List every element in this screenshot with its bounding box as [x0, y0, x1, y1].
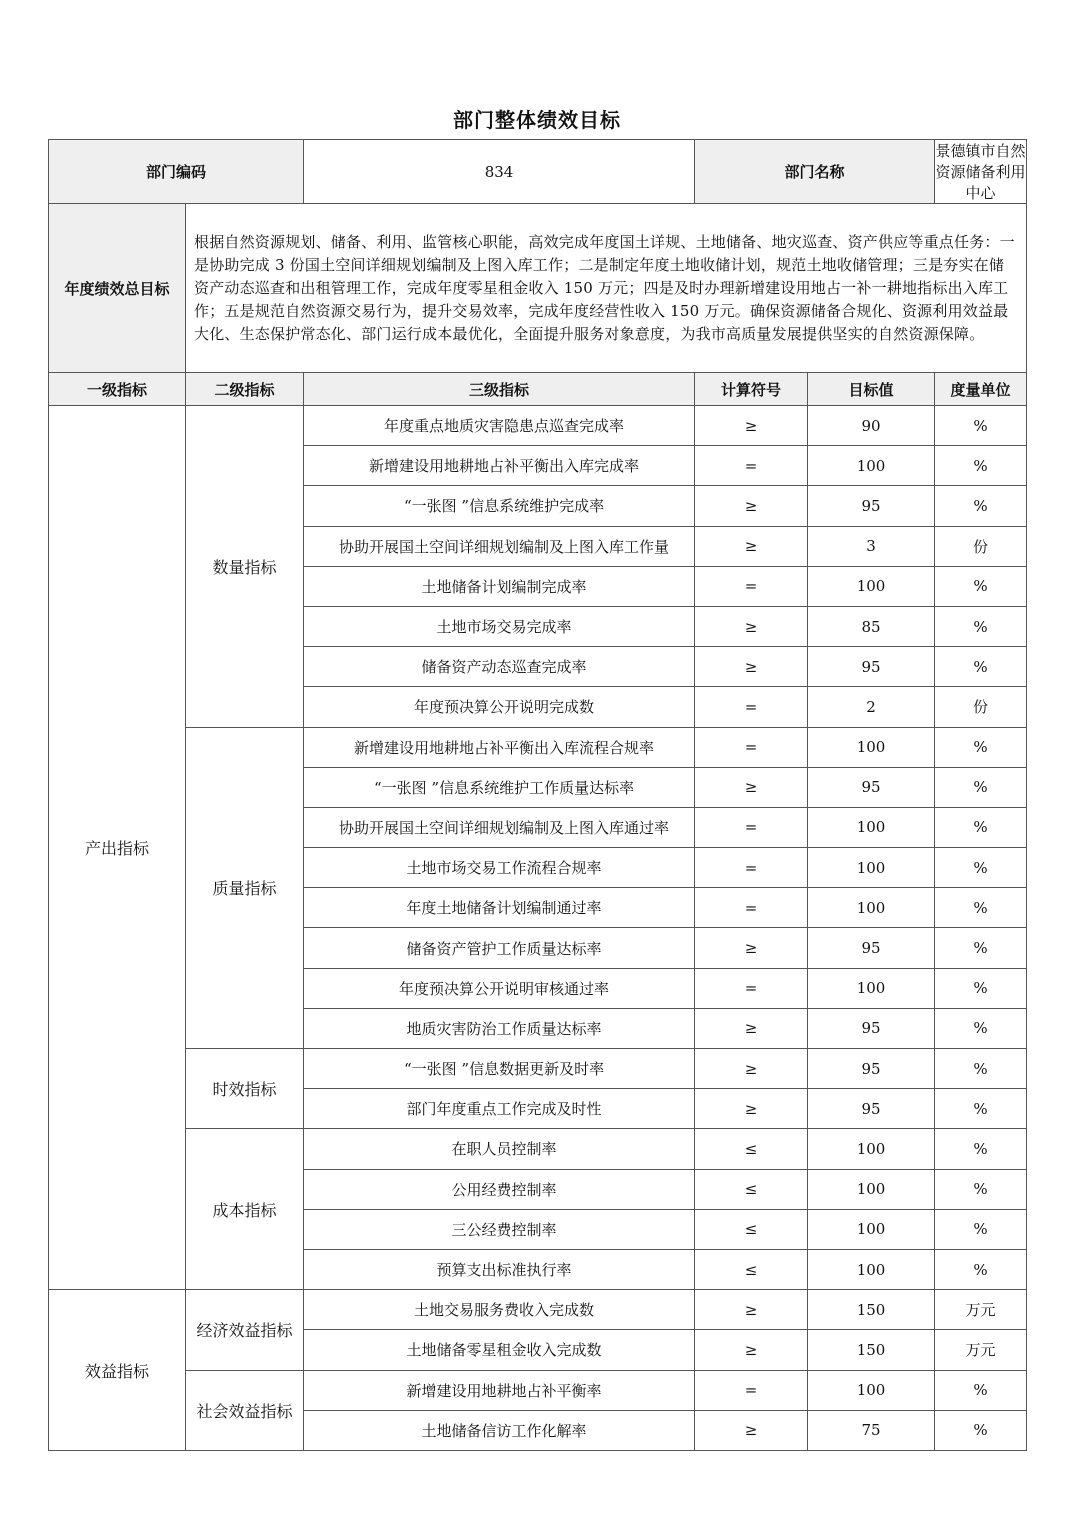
measure-unit: % [935, 1249, 1027, 1289]
level3-indicator: 协助开展国土空间详细规划编制及上图入库工作量 [304, 526, 695, 566]
calc-symbol: = [695, 446, 808, 486]
measure-unit: % [935, 606, 1027, 646]
indicator-row [49, 727, 1027, 767]
calc-symbol: = [695, 727, 808, 767]
level3-indicator: 土地储备计划编制完成率 [304, 566, 695, 606]
dept-code-label: 部门编码 [49, 140, 304, 204]
indicator-row [49, 1049, 1027, 1089]
column-header-row [49, 373, 1027, 406]
calc-symbol: = [695, 807, 808, 847]
col-unit: 度量单位 [935, 373, 1027, 406]
level2-indicator: 时效指标 [186, 1049, 304, 1129]
calc-symbol: ≥ [695, 1008, 808, 1048]
measure-unit: % [935, 968, 1027, 1008]
target-value: 3 [808, 526, 935, 566]
target-value: 95 [808, 486, 935, 526]
level3-indicator: 部门年度重点工作完成及时性 [304, 1089, 695, 1129]
level3-indicator: “一张图 ”信息系统维护完成率 [304, 486, 695, 526]
measure-unit: % [935, 1410, 1027, 1450]
calc-symbol: ≥ [695, 406, 808, 446]
col-level3: 三级指标 [304, 373, 695, 406]
level3-indicator: 储备资产管护工作质量达标率 [304, 928, 695, 968]
measure-unit: % [935, 1089, 1027, 1129]
calc-symbol: ≥ [695, 486, 808, 526]
performance-table [48, 139, 1027, 1451]
measure-unit: 万元 [935, 1330, 1027, 1370]
col-level1: 一级指标 [49, 373, 186, 406]
measure-unit: % [935, 807, 1027, 847]
calc-symbol: ≥ [695, 1049, 808, 1089]
level3-indicator: “一张图 ”信息系统维护工作质量达标率 [304, 767, 695, 807]
measure-unit: % [935, 647, 1027, 687]
measure-unit: % [935, 446, 1027, 486]
dept-name-label: 部门名称 [695, 140, 935, 204]
level3-indicator: 预算支出标准执行率 [304, 1249, 695, 1289]
level3-indicator: 土地储备信访工作化解率 [304, 1410, 695, 1450]
calc-symbol: ≥ [695, 526, 808, 566]
target-value: 95 [808, 767, 935, 807]
measure-unit: % [935, 1370, 1027, 1410]
calc-symbol: = [695, 888, 808, 928]
measure-unit: % [935, 1008, 1027, 1048]
target-value: 100 [808, 968, 935, 1008]
measure-unit: % [935, 1049, 1027, 1089]
measure-unit: % [935, 727, 1027, 767]
level3-indicator: 新增建设用地耕地占补平衡出入库流程合规率 [304, 727, 695, 767]
col-symbol: 计算符号 [695, 373, 808, 406]
calc-symbol: = [695, 1370, 808, 1410]
target-value: 100 [808, 807, 935, 847]
calc-symbol: ≥ [695, 606, 808, 646]
measure-unit: % [935, 928, 1027, 968]
measure-unit: % [935, 1169, 1027, 1209]
measure-unit: 万元 [935, 1290, 1027, 1330]
level3-indicator: 土地交易服务费收入完成数 [304, 1290, 695, 1330]
measure-unit: % [935, 1129, 1027, 1169]
target-value: 100 [808, 446, 935, 486]
header-row [49, 140, 1027, 204]
measure-unit: % [935, 767, 1027, 807]
level1-indicator: 产出指标 [49, 406, 186, 1290]
level3-indicator: 三公经费控制率 [304, 1209, 695, 1249]
target-value: 100 [808, 888, 935, 928]
summary-row [49, 204, 1027, 373]
summary-text: 根据自然资源规划、储备、利用、监管核心职能，高效完成年度国土详规、土地储备、地灾巡查、资产供应等重点任务：一是协助完成 3 份国土空间详细规划编制及上图入库工作；二是制定年度土地收储计划，规范土地收储管理；三是夯实在储资产动态巡查和出租管理工作，完成年度零星租金收入 150 万元；四是及时办理新增建设用地占一补一耕地指标出入库工作；五是规范自然资源交易行为，提升交易效率，完成年度经营性收入 150 万元。确保资源储备合规化、资源利用效益最大化、生态保护常态化、部门运行成本最优化，全面提升服务对象意度，为我市高质量发展提供坚实的自然资源保障。 [186, 204, 1027, 373]
calc-symbol: = [695, 687, 808, 727]
target-value: 95 [808, 1089, 935, 1129]
target-value: 95 [808, 647, 935, 687]
target-value: 100 [808, 1169, 935, 1209]
calc-symbol: ≥ [695, 1089, 808, 1129]
calc-symbol: ≥ [695, 767, 808, 807]
measure-unit: % [935, 486, 1027, 526]
target-value: 150 [808, 1330, 935, 1370]
level2-indicator: 数量指标 [186, 406, 304, 728]
target-value: 100 [808, 848, 935, 888]
target-value: 100 [808, 1129, 935, 1169]
indicator-row [49, 1290, 1027, 1330]
target-value: 100 [808, 1209, 935, 1249]
level2-indicator: 经济效益指标 [186, 1290, 304, 1370]
calc-symbol: ≤ [695, 1209, 808, 1249]
calc-symbol: ≥ [695, 647, 808, 687]
level2-indicator: 成本指标 [186, 1129, 304, 1290]
level3-indicator: 土地市场交易完成率 [304, 606, 695, 646]
measure-unit: % [935, 566, 1027, 606]
calc-symbol: ≤ [695, 1169, 808, 1209]
calc-symbol: ≥ [695, 1410, 808, 1450]
target-value: 95 [808, 928, 935, 968]
target-value: 95 [808, 1008, 935, 1048]
calc-symbol: = [695, 566, 808, 606]
measure-unit: % [935, 1209, 1027, 1249]
col-level2: 二级指标 [186, 373, 304, 406]
target-value: 90 [808, 406, 935, 446]
level2-indicator: 质量指标 [186, 727, 304, 1049]
target-value: 100 [808, 1370, 935, 1410]
level3-indicator: 储备资产动态巡查完成率 [304, 647, 695, 687]
measure-unit: % [935, 848, 1027, 888]
page-title: 部门整体绩效目标 [453, 108, 621, 132]
level3-indicator: 年度重点地质灾害隐患点巡查完成率 [304, 406, 695, 446]
level3-indicator: “一张图 ”信息数据更新及时率 [304, 1049, 695, 1089]
level3-indicator: 年度预决算公开说明完成数 [304, 687, 695, 727]
level3-indicator: 公用经费控制率 [304, 1169, 695, 1209]
target-value: 75 [808, 1410, 935, 1450]
calc-symbol: ≤ [695, 1129, 808, 1169]
level3-indicator: 年度土地储备计划编制通过率 [304, 888, 695, 928]
target-value: 100 [808, 566, 935, 606]
indicator-row [49, 406, 1027, 446]
level2-indicator: 社会效益指标 [186, 1370, 304, 1450]
indicator-row [49, 1370, 1027, 1410]
calc-symbol: = [695, 968, 808, 1008]
measure-unit: 份 [935, 687, 1027, 727]
level3-indicator: 协助开展国土空间详细规划编制及上图入库通过率 [304, 807, 695, 847]
level3-indicator: 年度预决算公开说明审核通过率 [304, 968, 695, 1008]
measure-unit: % [935, 406, 1027, 446]
col-target: 目标值 [808, 373, 935, 406]
level3-indicator: 土地市场交易工作流程合规率 [304, 848, 695, 888]
calc-symbol: ≤ [695, 1249, 808, 1289]
target-value: 85 [808, 606, 935, 646]
measure-unit: 份 [935, 526, 1027, 566]
target-value: 150 [808, 1290, 935, 1330]
dept-name-value: 景德镇市自然资源储备利用中心 [935, 140, 1027, 204]
measure-unit: % [935, 888, 1027, 928]
calc-symbol: ≥ [695, 928, 808, 968]
level3-indicator: 新增建设用地耕地占补平衡出入库完成率 [304, 446, 695, 486]
target-value: 95 [808, 1049, 935, 1089]
level3-indicator: 地质灾害防治工作质量达标率 [304, 1008, 695, 1048]
level3-indicator: 土地储备零星租金收入完成数 [304, 1330, 695, 1370]
target-value: 100 [808, 1249, 935, 1289]
calc-symbol: = [695, 848, 808, 888]
level3-indicator: 新增建设用地耕地占补平衡率 [304, 1370, 695, 1410]
calc-symbol: ≥ [695, 1290, 808, 1330]
calc-symbol: ≥ [695, 1330, 808, 1370]
dept-code-value: 834 [304, 140, 695, 204]
indicator-row [49, 1129, 1027, 1169]
target-value: 100 [808, 727, 935, 767]
level1-indicator: 效益指标 [49, 1290, 186, 1451]
summary-label: 年度绩效总目标 [49, 204, 186, 373]
target-value: 2 [808, 687, 935, 727]
level3-indicator: 在职人员控制率 [304, 1129, 695, 1169]
